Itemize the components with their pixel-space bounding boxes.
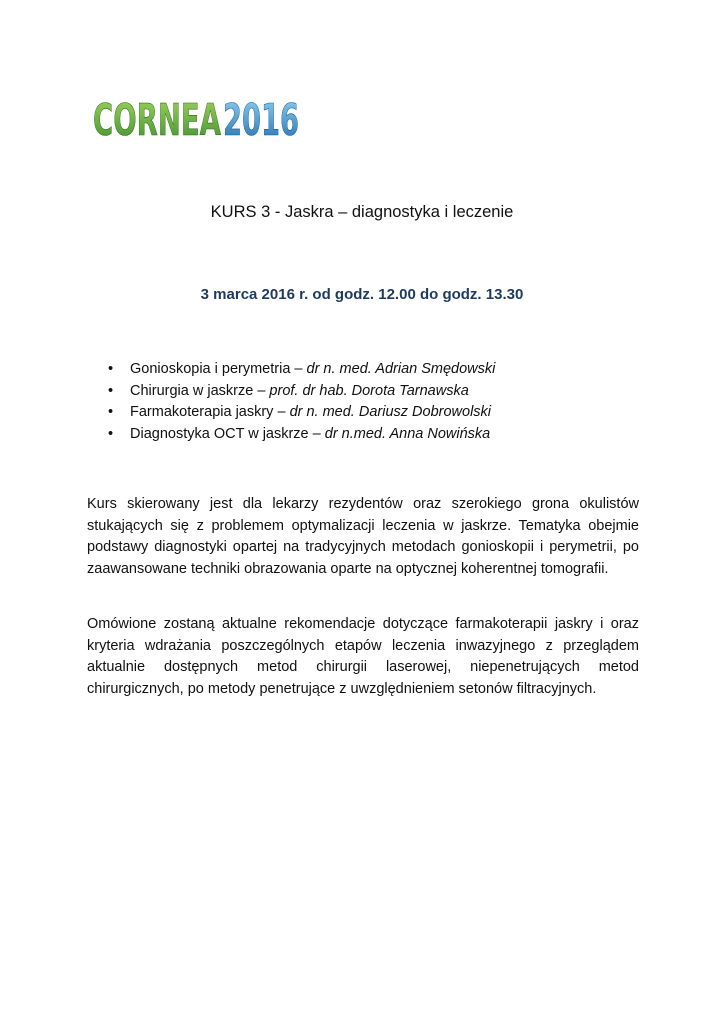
list-item — [108, 424, 495, 446]
list-item — [108, 359, 495, 381]
topic-text: Chirurgia w jaskrze — [130, 382, 254, 399]
topic-separator: – — [253, 382, 270, 399]
speaker-name: prof. dr hab. Dorota Tarnawska — [269, 382, 469, 399]
course-date: 3 marca 2016 r. od godz. 12.00 do godz. 13.30 — [200, 286, 524, 303]
bullet-icon: • — [108, 404, 114, 421]
topic-separator: – — [273, 404, 290, 421]
description-paragraph: Kurs skierowany jest dla lekarzy rezydentów oraz szerokiego grona okulistów stukających się z problemem optymalizacji leczenia w jaskrze. Tematyka obejmie podstawy diagnostyki opartej na tradycyjnych metodach gonioskopii i perymetrii, po zaawansowane techniki obrazowania oparte na optycznej koherentnej tomografii. — [87, 496, 639, 578]
logo-graphic — [92, 88, 302, 142]
list-item — [108, 381, 495, 403]
bullet-icon: • — [108, 382, 114, 399]
bullet-icon: • — [108, 361, 114, 377]
topic-text: Diagnostyka OCT w jaskrze — [130, 426, 309, 443]
logo-year: 2016 — [223, 95, 299, 142]
speaker-name: dr n. med. Dariusz Dobrowolski — [289, 404, 492, 421]
topic-text: Farmakoterapia jaskry — [130, 404, 274, 421]
bullet-icon: • — [108, 426, 114, 443]
list-item — [108, 402, 495, 424]
description-paragraph: Omówione zostaną aktualne rekomendacje dotyczące farmakoterapii jaskry i oraz kryteria wdrażania poszczególnych etapów leczenia inwazyjnego z przeglądem aktualnie dostępnych metod chirurgii laserowej, niepenetrujących metod chirurgicznych, po metody penetrujące z uwzględnieniem setonów filtracyjnych. — [87, 616, 639, 698]
topic-text: Gonioskopia i perymetria — [130, 361, 291, 377]
cornea-2016-logo — [92, 88, 302, 142]
topic-list — [108, 359, 495, 446]
speaker-name: dr n.med. Anna Nowińska — [324, 426, 491, 443]
topic-separator: – — [308, 426, 325, 443]
logo-word: CORNEA — [93, 95, 221, 142]
course-title: KURS 3 - Jaskra – diagnostyka i leczenie — [210, 203, 514, 221]
speaker-name: dr n. med. Adrian Smędowski — [306, 361, 496, 377]
topic-separator: – — [290, 361, 307, 377]
